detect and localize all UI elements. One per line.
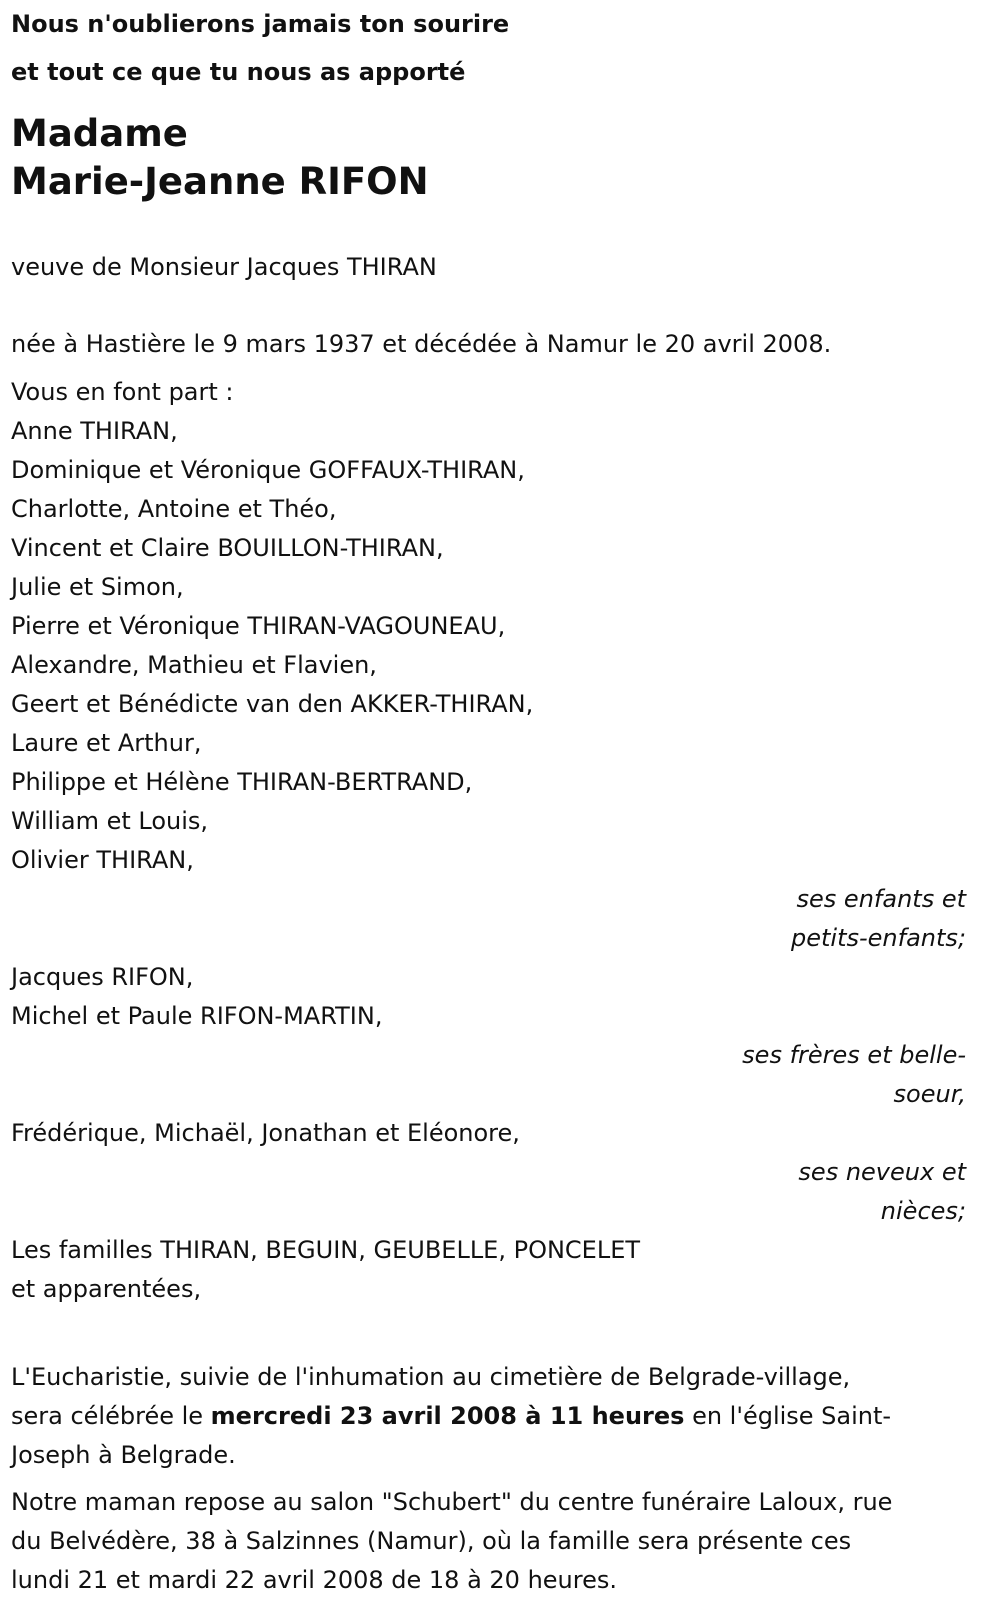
- service-line-2-start: sera célébrée le: [11, 1402, 211, 1430]
- role-line: petits-enfants;: [791, 924, 966, 952]
- siblings-list: [11, 958, 991, 1036]
- service-line-3: Joseph à Belgrade.: [11, 1441, 236, 1469]
- list-item: Vincent et Claire BOUILLON-THIRAN,: [11, 534, 444, 562]
- role-line: nièces;: [880, 1197, 966, 1225]
- list-item: Julie et Simon,: [11, 573, 184, 601]
- obituary-page: [11, 0, 991, 1600]
- nephews-list: [11, 1114, 991, 1153]
- role-line: ses frères et belle-: [742, 1041, 966, 1069]
- list-item: Geert et Bénédicte van den AKKER-THIRAN,: [11, 690, 534, 718]
- list-item: Anne THIRAN,: [11, 417, 178, 445]
- list-item: Dominique et Véronique GOFFAUX-THIRAN,: [11, 456, 525, 484]
- list-item: Michel et Paule RIFON-MARTIN,: [11, 1002, 383, 1030]
- role-line: ses neveux et: [798, 1158, 966, 1186]
- list-item: Jacques RIFON,: [11, 963, 194, 991]
- viewing-details: [11, 1483, 991, 1600]
- service-date: mercredi 23 avril 2008 à 11 heures: [210, 1402, 685, 1430]
- nephews-role: [11, 1153, 991, 1231]
- list-item: Frédérique, Michaël, Jonathan et Eléonore,: [11, 1119, 520, 1147]
- service-line-1: L'Eucharistie, suivie de l'inhumation au cimetière de Belgrade-village,: [11, 1363, 851, 1391]
- list-item: Alexandre, Mathieu et Flavien,: [11, 651, 377, 679]
- epitaph-line-1: Nous n'oublierons jamais ton sourire: [11, 10, 510, 38]
- list-item: Les familles THIRAN, BEGUIN, GEUBELLE, PONCELET: [11, 1236, 641, 1264]
- viewing-line-2: du Belvédère, 38 à Salzinnes (Namur), où la famille sera présente ces: [11, 1527, 852, 1555]
- list-item: Olivier THIRAN,: [11, 846, 194, 874]
- role-line: soeur,: [893, 1080, 966, 1108]
- list-item: Laure et Arthur,: [11, 729, 202, 757]
- deceased-title: Madame: [11, 112, 188, 155]
- families-list: [11, 1231, 991, 1309]
- service-details: [11, 1358, 991, 1475]
- list-item: et apparentées,: [11, 1275, 202, 1303]
- list-item: William et Louis,: [11, 807, 209, 835]
- service-line-2: [11, 1397, 991, 1436]
- epitaph-line-2: et tout ce que tu nous as apporté: [11, 58, 466, 86]
- list-item: Pierre et Véronique THIRAN-VAGOUNEAU,: [11, 612, 506, 640]
- siblings-role: [11, 1036, 991, 1114]
- role-line: ses enfants et: [796, 885, 966, 913]
- deceased-full-name: Marie-Jeanne RIFON: [11, 160, 429, 203]
- service-line-2-end: en l'église Saint-: [684, 1402, 892, 1430]
- birth-death: née à Hastière le 9 mars 1937 et décédée à Namur le 20 avril 2008.: [11, 330, 832, 358]
- epitaph: [11, 0, 991, 96]
- children-role: [11, 880, 991, 958]
- viewing-line-3: lundi 21 et mardi 22 avril 2008 de 18 à 20 heures.: [11, 1566, 617, 1594]
- announce-intro: Vous en font part :: [11, 378, 234, 406]
- deceased-name: [11, 110, 991, 206]
- list-item: Philippe et Hélène THIRAN-BERTRAND,: [11, 768, 473, 796]
- children-list: [11, 412, 991, 880]
- viewing-line-1: Notre maman repose au salon "Schubert" du centre funéraire Laloux, rue: [11, 1488, 893, 1516]
- list-item: Charlotte, Antoine et Théo,: [11, 495, 337, 523]
- widow-of: veuve de Monsieur Jacques THIRAN: [11, 253, 437, 281]
